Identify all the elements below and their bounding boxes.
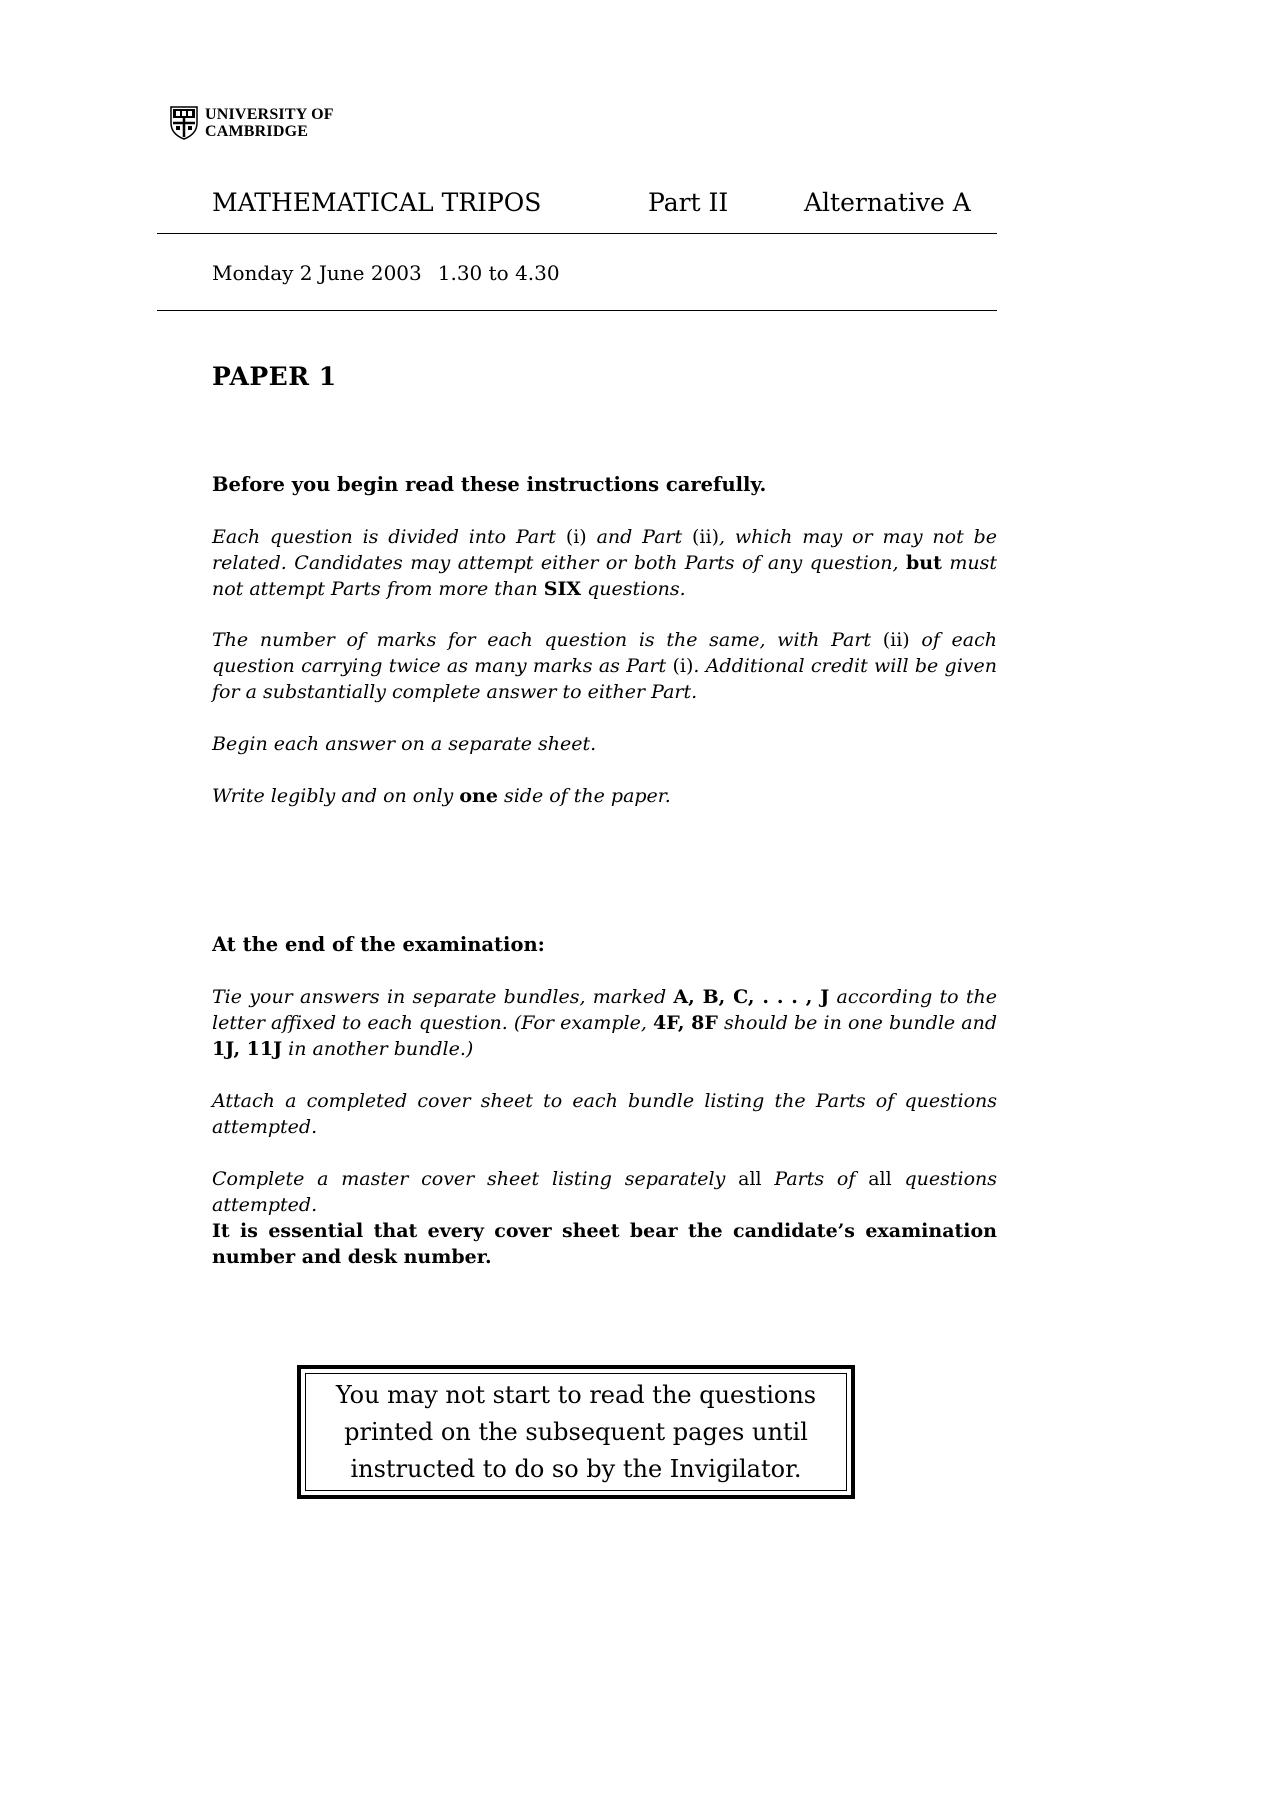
instructions-heading: Before you begin read these instructions carefully. <box>212 473 767 496</box>
cambridge-crest-icon <box>170 106 198 140</box>
header-rule-bottom <box>157 310 997 311</box>
end-paragraph-1: Tie your answers in separate bundles, marked A, B, C, . . . , J according to the letter affixed to each question. (For example, 4F, 8F should be in one bundle and 1J, 11J in another bundle.) <box>212 986 997 1060</box>
instructions-paragraph-3: Begin each answer on a separate sheet. <box>212 733 597 755</box>
tripos-part: Part II <box>648 188 729 217</box>
exam-date: Monday 2 June 2003 <box>212 261 422 285</box>
instructions-paragraph-1: Each question is divided into Part (i) and Part (ii), which may or may not be related. Candidates may attempt either or both Parts of any question, but must not attempt Parts from more than SIX questions. <box>212 526 998 600</box>
logo-line-2: CAMBRIDGE <box>205 123 309 140</box>
header-rule-top <box>157 233 997 234</box>
notice-line-3: instructed to do so by the Invigilator. <box>350 1454 802 1483</box>
end-paragraph-2: Attach a completed cover sheet to each bundle listing the Parts of questions attempted. <box>212 1090 997 1138</box>
instructions-paragraph-4: Write legibly and on only one side of the paper. <box>212 785 671 807</box>
university-logo <box>170 106 334 140</box>
invigilator-notice-inner <box>305 1373 847 1491</box>
paper-title: PAPER 1 <box>212 362 337 391</box>
logo-wordmark <box>205 106 334 140</box>
notice-line-2: printed on the subsequent pages until <box>344 1417 808 1446</box>
notice-line-1: You may not start to read the questions <box>335 1380 817 1409</box>
exam-time: 1.30 to 4.30 <box>437 261 560 285</box>
logo-line-1: UNIVERSITY OF <box>205 106 334 123</box>
end-paragraph-3: Complete a master cover sheet listing separately all Parts of all questions attempted. <box>212 1168 997 1216</box>
end-of-exam-heading: At the end of the examination: <box>212 933 545 956</box>
tripos-title: MATHEMATICAL TRIPOS <box>212 188 542 217</box>
exam-header <box>212 188 982 222</box>
instructions-paragraph-2: The number of marks for each question is the same, with Part (ii) of each question carrying twice as many marks as Part (i). Additional credit will be given for a substantially complete answer to either Part. <box>212 629 997 703</box>
exam-date-row <box>212 261 560 285</box>
essential-notice: It is essential that every cover sheet bear the candidate’s examination number and desk number. <box>212 1220 997 1268</box>
invigilator-notice-box <box>297 1365 855 1499</box>
tripos-alternative: Alternative A <box>804 188 971 217</box>
